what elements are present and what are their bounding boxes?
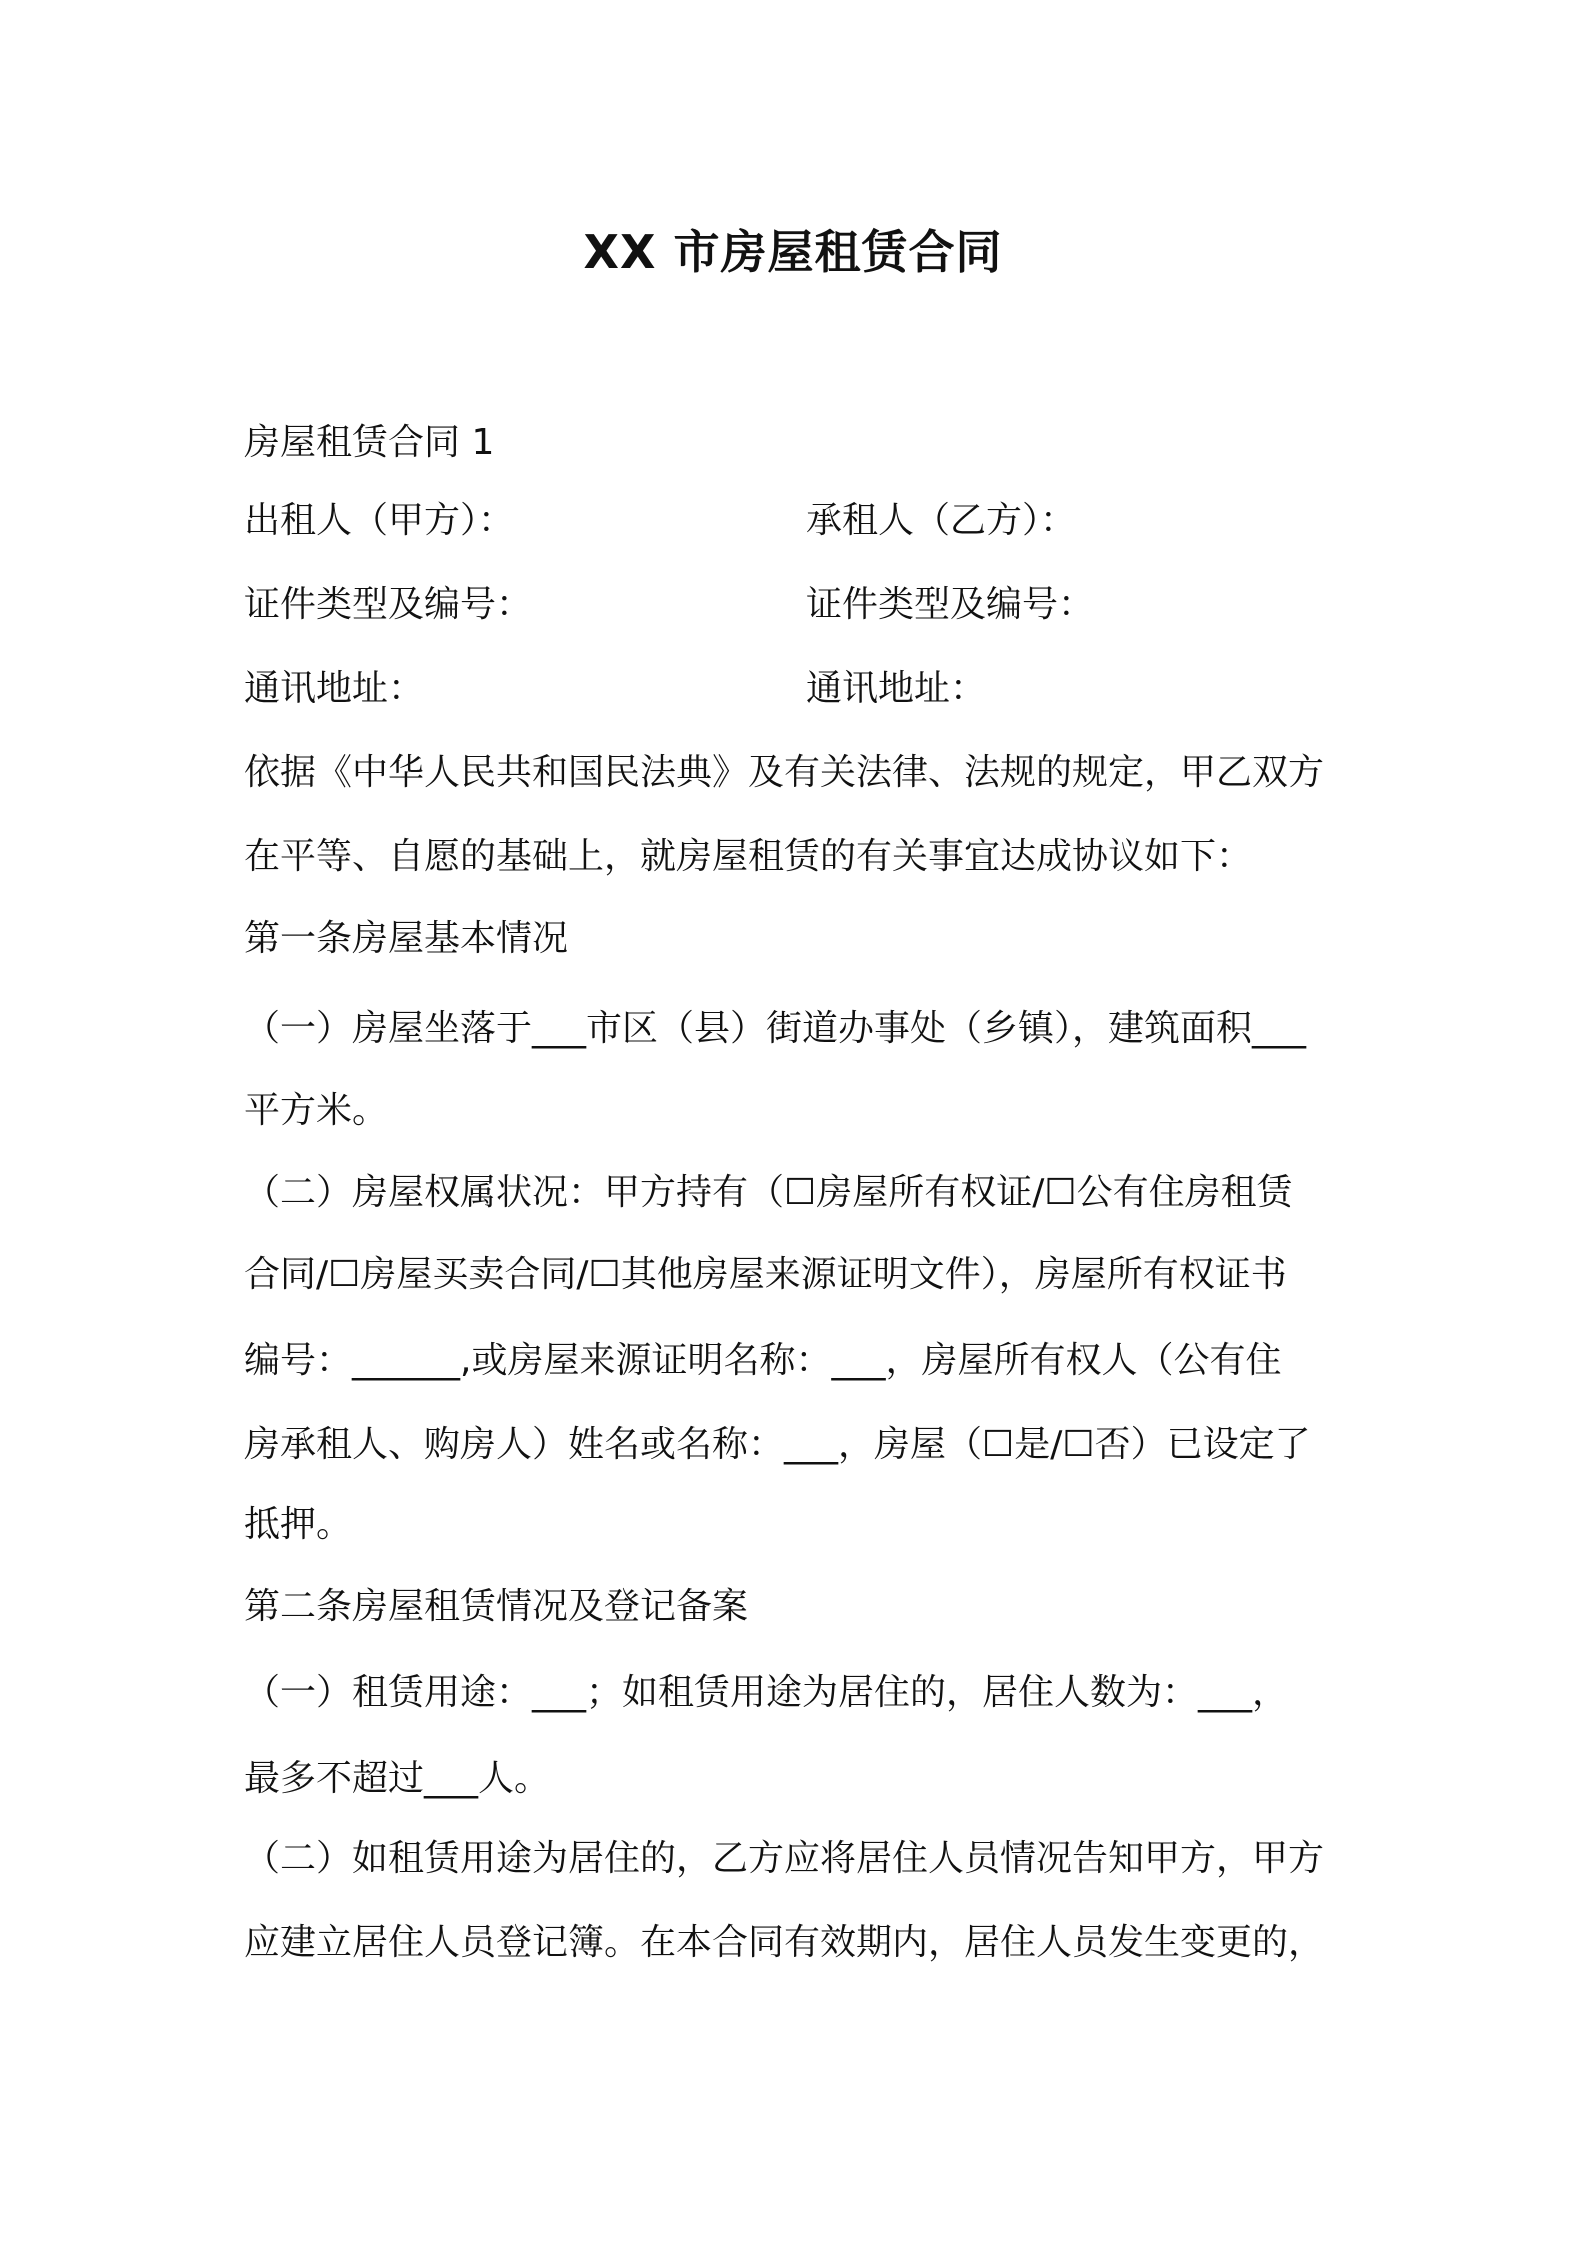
- article-1-clause-1-line: 平方米。: [244, 1090, 389, 1131]
- article-2-clause-2-line: 应建立居住人员登记簿。在本合同有效期内，居住人员发生变更的，: [244, 1922, 1325, 1963]
- article-2-clause-1-line: 最多不超过___人。: [244, 1758, 551, 1799]
- lessor-label: 出租人（甲方）：: [244, 500, 515, 541]
- article-1-clause-2-line: 编号：______,或房屋来源证明名称：___，房屋所有权人（公有住: [244, 1340, 1282, 1381]
- document-title: XX 市房屋租赁合同: [583, 225, 1003, 279]
- article-1-clause-2-line: （二）房屋权属状况：甲方持有（☐房屋所有权证/☐公有住房租赁: [244, 1172, 1293, 1213]
- lessor-address-label: 通讯地址：: [244, 668, 425, 709]
- lessee-label: 承租人（乙方）：: [806, 500, 1077, 541]
- article-1-clause-2-line: 房承租人、购房人）姓名或名称：___，房屋（☐是/☐否）已设定了: [244, 1424, 1311, 1465]
- preamble-line: 依据《中华人民共和国民法典》及有关法律、法规的规定，甲乙双方: [244, 752, 1325, 793]
- article-2-clause-1-line: （一）租赁用途：___；如租赁用途为居住的，居住人数为：___，: [244, 1672, 1289, 1713]
- lessee-address-label: 通讯地址：: [806, 668, 987, 709]
- article-1-clause-1-line: （一）房屋坐落于___市区（县）街道办事处（乡镇），建筑面积___: [244, 1008, 1307, 1049]
- article-1-clause-2-line: 合同/☐房屋买卖合同/☐其他房屋来源证明文件），房屋所有权证书: [244, 1254, 1287, 1295]
- article-1-clause-2-line: 抵押。: [244, 1504, 353, 1545]
- lessee-id-label: 证件类型及编号：: [806, 584, 1095, 625]
- article-2-clause-2-line: （二）如租赁用途为居住的，乙方应将居住人员情况告知甲方，甲方: [244, 1838, 1325, 1879]
- lessor-id-label: 证件类型及编号：: [244, 584, 533, 625]
- article-1-heading: 第一条房屋基本情况: [244, 918, 569, 959]
- preamble-line: 在平等、自愿的基础上，就房屋租赁的有关事宜达成协议如下：: [244, 836, 1253, 877]
- article-2-heading: 第二条房屋租赁情况及登记备案: [244, 1586, 749, 1627]
- contract-subtitle: 房屋租赁合同 1: [244, 422, 495, 463]
